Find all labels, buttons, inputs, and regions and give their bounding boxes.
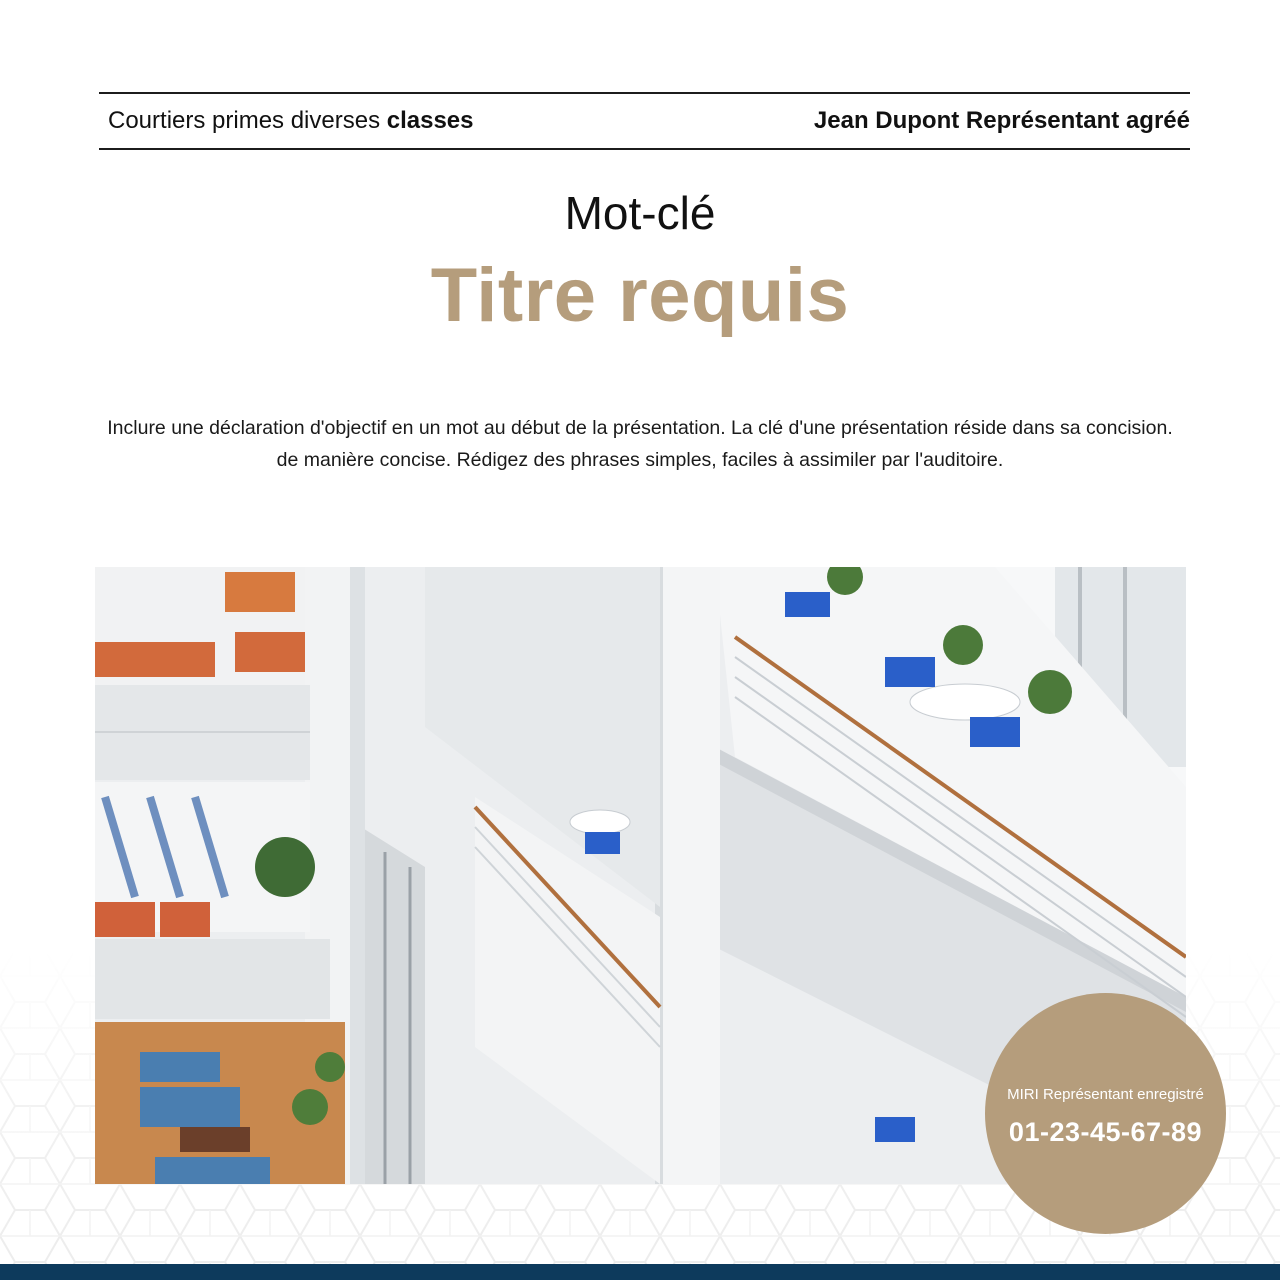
- page-title: Titre requis: [430, 253, 850, 338]
- phone-number[interactable]: 01-23-45-67-89: [1008, 1116, 1203, 1147]
- header-bar: [99, 92, 1190, 150]
- tagline-bold: classes: [386, 107, 474, 134]
- description-line-2: de manière concise. Rédigez des phrases simples, faciles à assimiler par l'auditoire.: [276, 449, 1004, 471]
- contact-badge: [985, 993, 1226, 1234]
- description-line-1: Inclure une déclaration d'objectif en un mot au début de la présentation. La clé d'une présentation réside dans sa concision.: [107, 417, 1173, 439]
- description-paragraph: [60, 412, 1220, 476]
- footer-bar: [0, 1264, 1280, 1280]
- registration-label: MIRI Représentant enregistré: [1007, 1085, 1204, 1103]
- keyword-heading: Mot-clé: [564, 187, 716, 239]
- representative-name: Jean Dupont Représentant agréé: [813, 107, 1190, 134]
- tagline-regular: Courtiers primes diverses: [108, 107, 387, 134]
- brokerage-tagline: [99, 107, 474, 135]
